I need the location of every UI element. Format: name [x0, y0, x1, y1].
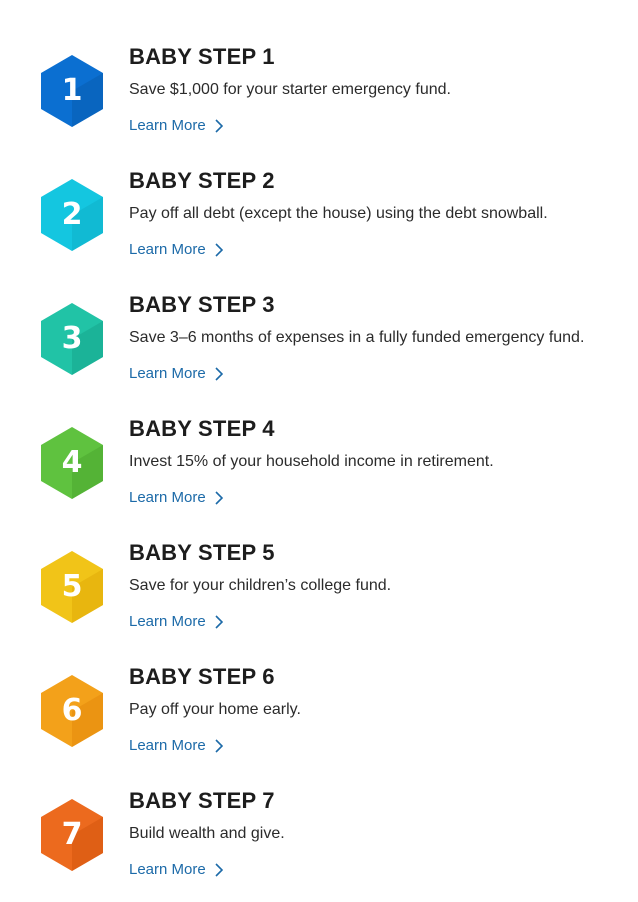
hexagon-badge-icon — [40, 178, 104, 252]
step-title: BABY STEP 4 — [129, 416, 275, 441]
hexagon-badge-icon — [40, 550, 104, 624]
step-1 — [0, 0, 638, 134]
step-description: Build wealth and give. — [129, 825, 285, 842]
step-number: 3 — [61, 321, 83, 356]
step-7 — [0, 744, 638, 878]
step-number: 4 — [61, 445, 83, 480]
step-2 — [0, 124, 638, 258]
step-title: BABY STEP 2 — [129, 168, 275, 193]
step-title: BABY STEP 5 — [129, 540, 275, 565]
step-number: 1 — [61, 73, 83, 108]
step-number: 6 — [61, 693, 83, 728]
hexagon-badge-icon — [40, 302, 104, 376]
step-title: BABY STEP 6 — [129, 664, 275, 689]
step-description: Pay off your home early. — [129, 701, 301, 718]
chevron-right-icon — [215, 863, 223, 877]
learn-more-label: Learn More — [129, 613, 206, 630]
step-description: Invest 15% of your household income in retirement. — [129, 453, 494, 470]
step-6 — [0, 620, 638, 754]
learn-more-label: Learn More — [129, 117, 206, 134]
step-4 — [0, 372, 638, 506]
learn-more-label: Learn More — [129, 861, 206, 878]
step-title: BABY STEP 7 — [129, 788, 275, 813]
step-description: Save for your children’s college fund. — [129, 577, 392, 594]
learn-more-label: Learn More — [129, 737, 206, 754]
hexagon-badge-icon — [40, 798, 104, 872]
step-title: BABY STEP 1 — [129, 44, 275, 69]
learn-more-label: Learn More — [129, 241, 206, 258]
step-3 — [0, 248, 638, 382]
step-number: 5 — [61, 569, 83, 604]
step-description: Save 3–6 months of expenses in a fully funded emergency fund. — [129, 329, 585, 346]
step-number: 7 — [61, 817, 83, 852]
hexagon-badge-icon — [40, 674, 104, 748]
learn-more-label: Learn More — [129, 489, 206, 506]
step-number: 2 — [61, 197, 83, 232]
step-description: Save $1,000 for your starter emergency fund. — [129, 81, 451, 98]
step-description: Pay off all debt (except the house) using the debt snowball. — [129, 205, 548, 222]
step-5 — [0, 496, 638, 630]
learn-more-link[interactable] — [129, 861, 223, 878]
hexagon-badge-icon — [40, 54, 104, 128]
step-title: BABY STEP 3 — [129, 292, 275, 317]
hexagon-badge-icon — [40, 426, 104, 500]
learn-more-label: Learn More — [129, 365, 206, 382]
